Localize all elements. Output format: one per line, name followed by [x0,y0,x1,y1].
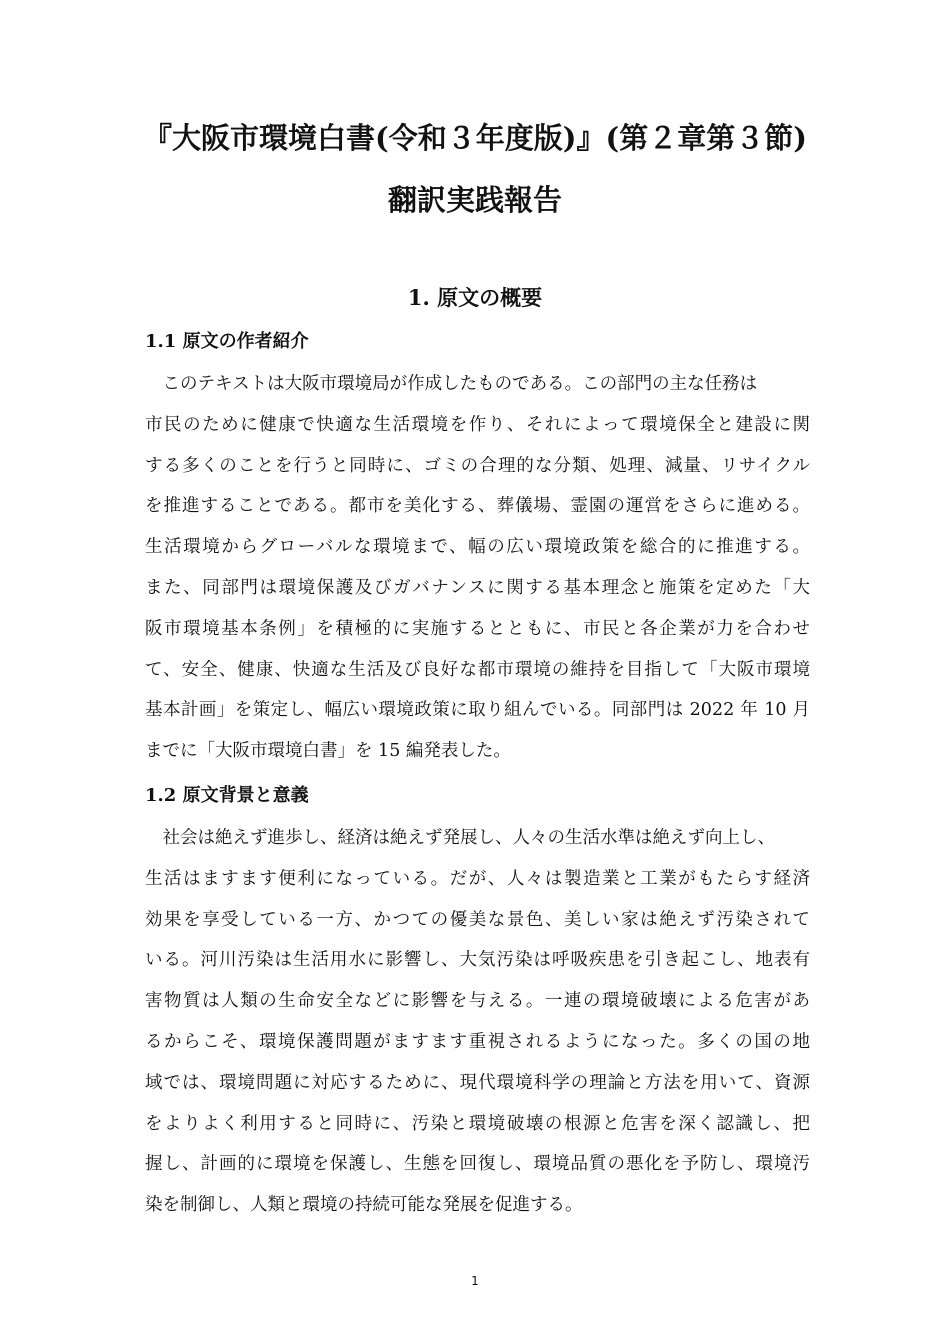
section-heading: 1. 原文の概要 [407,285,543,310]
page-number: 1 [471,1274,479,1288]
text-line: 阪市環境基本条例」を積極的に実施するとともに、市民と各企業が力を合わせ [145,618,810,639]
text-line: までに「大阪市環境白書」を 15 編発表した。 [145,741,511,762]
text-line: このテキストは大阪市環境局が作成したものである。この部門の主な任務は [162,374,758,394]
paragraph [145,818,810,1226]
paragraph [145,364,810,772]
text-line: て、安全、健康、快適な生活及び良好な都市環境の維持を目指して「大阪市環境 [145,659,810,680]
text-line: 市民のために健康で快適な生活環境を作り、それによって環境保全と建設に関 [145,414,810,435]
text-line: 基本計画」を策定し、幅広い環境政策に取り組んでいる。同部門は 2022 年 10 月 [145,700,810,721]
text-line: 握し、計画的に環境を保護し、生態を回復し、環境品質の悪化を予防し、環境汚 [145,1154,810,1175]
document-subtitle: 翻訳実践報告 [387,183,562,217]
subsection-heading: 1.2 原文背景と意義 [145,785,309,806]
text-line: を推進することである。都市を美化する、葬儀場、霊園の運営をさらに進める。 [145,496,810,517]
text-line: 生活はますます便利になっている。だが、人々は製造業と工業がもたらす経済 [145,868,810,889]
text-line: 生活環境からグローバルな環境まで、幅の広い環境政策を総合的に推進する。 [145,537,810,558]
text-line: 域では、環境問題に対応するために、現代環境科学の理論と方法を用いて、資源 [145,1072,810,1093]
subsection-heading: 1.1 原文の作者紹介 [145,331,309,352]
text-line: 染を制御し、人類と環境の持続可能な発展を促進する。 [145,1195,583,1216]
text-line: する多くのことを行うと同時に、ゴミの合理的な分類、処理、減量、リサイクル [145,455,810,476]
text-line: 害物質は人類の生命安全などに影響を与える。一連の環境破壊による危害があ [145,991,810,1012]
text-line: また、同部門は環境保護及びガバナンスに関する基本理念と施策を定めた「大 [145,577,810,598]
document-title: 『大阪市環境白書(令和３年度版)』(第２章第３節) [143,121,807,155]
text-line: をよりよく利用すると同時に、汚染と環境破壊の根源と危害を深く認識し、把 [145,1113,810,1134]
text-line: 社会は絶えず進歩し、経済は絶えず発展し、人々の生活水準は絶えず向上し、 [162,828,775,848]
text-line: いる。河川汚染は生活用水に影響し、大気汚染は呼吸疾患を引き起こし、地表有 [145,950,810,971]
text-line: るからこそ、環境保護問題がますます重視されるようになった。多くの国の地 [145,1031,810,1052]
text-line: 効果を享受している一方、かつての優美な景色、美しい家は絶えず汚染されて [145,909,810,930]
